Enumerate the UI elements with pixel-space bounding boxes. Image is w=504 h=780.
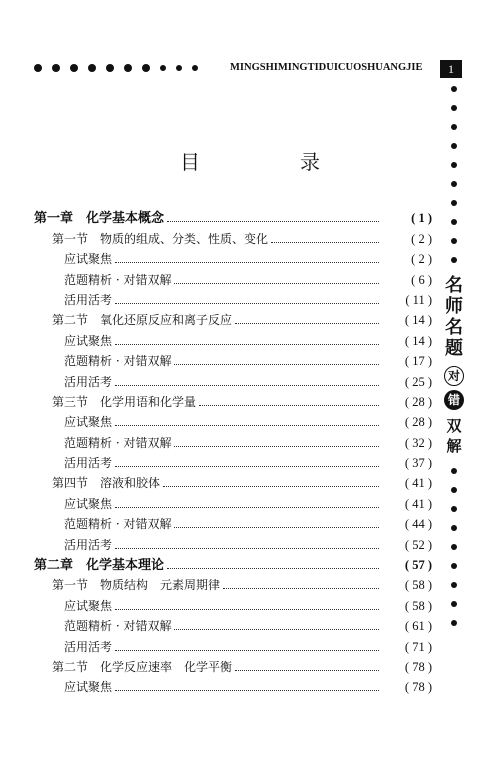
toc-entry-page: ( 58 ) bbox=[404, 578, 432, 593]
toc-entry-page: ( 6 ) bbox=[411, 272, 432, 287]
dot-leader bbox=[199, 405, 379, 406]
toc-item-row bbox=[34, 491, 432, 511]
toc-item-row bbox=[34, 593, 432, 613]
side-dot bbox=[451, 487, 457, 493]
toc-entry-label: 应试聚焦 bbox=[64, 598, 113, 613]
dot-leader bbox=[174, 364, 379, 365]
dot-leader bbox=[115, 650, 379, 651]
toc-section-row bbox=[34, 471, 432, 491]
toc-item-row bbox=[34, 349, 432, 369]
toc-entry-label: 活用活考 bbox=[64, 374, 113, 389]
toc-entry-page: ( 57 ) bbox=[404, 558, 432, 573]
toc-entry-label: 范题精析 · 对错双解 bbox=[64, 354, 172, 369]
side-dot bbox=[451, 162, 457, 168]
toc-entry-page: ( 58 ) bbox=[404, 598, 432, 613]
header-dot bbox=[34, 64, 42, 72]
header-series-text: MINGSHIMINGTIDUICUOSHUANGJIE bbox=[230, 62, 423, 73]
toc-item-row bbox=[34, 634, 432, 654]
toc-item-row bbox=[34, 512, 432, 532]
toc-entry-page: ( 44 ) bbox=[404, 517, 432, 532]
toc-entry-page: ( 14 ) bbox=[404, 313, 432, 328]
toc-section-row bbox=[34, 308, 432, 328]
toc-item-row bbox=[34, 410, 432, 430]
side-dot bbox=[451, 582, 457, 588]
dot-leader bbox=[115, 425, 379, 426]
side-dot bbox=[451, 468, 457, 474]
side-decoration bbox=[443, 80, 465, 680]
side-dot bbox=[451, 563, 457, 569]
side-char: 名 bbox=[445, 317, 463, 338]
toc-entry-label: 第二节 化学反应速率 化学平衡 bbox=[52, 659, 233, 674]
toc-item-row bbox=[34, 451, 432, 471]
dot-leader bbox=[235, 323, 379, 324]
side-dot bbox=[451, 238, 457, 244]
toc-section-row bbox=[34, 226, 432, 246]
toc-entry-label: 应试聚焦 bbox=[64, 415, 113, 430]
toc-entry-page: ( 71 ) bbox=[404, 639, 432, 654]
dot-leader bbox=[115, 262, 379, 263]
header-dot bbox=[70, 64, 78, 72]
toc-entry-page: ( 11 ) bbox=[405, 292, 432, 307]
header-dot bbox=[124, 64, 132, 72]
toc-entry-label: 活用活考 bbox=[64, 537, 113, 552]
side-dot bbox=[451, 181, 457, 187]
side-char: 题 bbox=[445, 338, 463, 359]
page-title: 目 录 bbox=[180, 150, 360, 174]
toc-entry-page: ( 41 ) bbox=[404, 476, 432, 491]
side-circle-outline: 对 bbox=[444, 366, 464, 386]
toc-entry-label: 范题精析 · 对错双解 bbox=[64, 272, 172, 287]
toc-entry-label: 应试聚焦 bbox=[64, 680, 113, 695]
toc-item-row bbox=[34, 614, 432, 634]
toc-entry-label: 应试聚焦 bbox=[64, 333, 113, 348]
dot-leader bbox=[115, 466, 379, 467]
header-dot bbox=[160, 65, 166, 71]
dot-leader bbox=[115, 609, 379, 610]
side-dot bbox=[451, 620, 457, 626]
dot-leader bbox=[167, 568, 379, 569]
toc-entry-page: ( 78 ) bbox=[404, 680, 432, 695]
toc-entry-label: 范题精析 · 对错双解 bbox=[64, 619, 172, 634]
side-dot bbox=[451, 525, 457, 531]
header-dot bbox=[106, 64, 114, 72]
toc-entry-page: ( 41 ) bbox=[404, 496, 432, 511]
dot-leader bbox=[115, 690, 379, 691]
toc-entry-page: ( 28 ) bbox=[404, 394, 432, 409]
side-dot bbox=[451, 601, 457, 607]
toc-item-row bbox=[34, 675, 432, 695]
side-char: 双 bbox=[446, 417, 462, 435]
header-dot bbox=[142, 64, 150, 72]
toc-entry-page: ( 2 ) bbox=[411, 231, 432, 246]
toc-entry-label: 第二章 化学基本理论 bbox=[34, 558, 165, 574]
toc-entry-label: 应试聚焦 bbox=[64, 252, 113, 267]
dot-leader bbox=[235, 670, 379, 671]
toc-entry-page: ( 1 ) bbox=[411, 211, 432, 226]
header-dot bbox=[176, 65, 182, 71]
toc-entry-page: ( 17 ) bbox=[404, 354, 432, 369]
toc-entry-page: ( 78 ) bbox=[404, 659, 432, 674]
toc-entry-page: ( 52 ) bbox=[404, 537, 432, 552]
dot-leader bbox=[174, 527, 379, 528]
toc-entry-label: 应试聚焦 bbox=[64, 496, 113, 511]
side-dot bbox=[451, 86, 457, 92]
side-dot bbox=[451, 219, 457, 225]
toc-section-row bbox=[34, 390, 432, 410]
side-dot bbox=[451, 124, 457, 130]
toc-item-row bbox=[34, 247, 432, 267]
toc-chapter-row bbox=[34, 553, 432, 573]
toc-chapter-row bbox=[34, 206, 432, 226]
toc-entry-label: 活用活考 bbox=[64, 292, 113, 307]
dot-leader bbox=[115, 344, 379, 345]
dot-leader bbox=[115, 548, 379, 549]
side-dot bbox=[451, 143, 457, 149]
toc-entry-label: 活用活考 bbox=[64, 456, 113, 471]
dot-leader bbox=[115, 385, 379, 386]
toc-entry-page: ( 2 ) bbox=[411, 252, 432, 267]
toc-item-row bbox=[34, 267, 432, 287]
header-dot bbox=[88, 64, 96, 72]
side-char: 解 bbox=[446, 437, 462, 455]
header-dots bbox=[34, 64, 198, 72]
toc-entry-page: ( 25 ) bbox=[404, 374, 432, 389]
header-dot bbox=[52, 64, 60, 72]
toc-entry-label: 范题精析 · 对错双解 bbox=[64, 435, 172, 450]
side-dot bbox=[451, 506, 457, 512]
side-char: 师 bbox=[445, 296, 463, 317]
toc-entry-label: 范题精析 · 对错双解 bbox=[64, 517, 172, 532]
toc-item-row bbox=[34, 288, 432, 308]
toc-entry-page: ( 28 ) bbox=[404, 415, 432, 430]
toc-entry-page: ( 61 ) bbox=[404, 619, 432, 634]
toc-entry-label: 第一章 化学基本概念 bbox=[34, 211, 165, 227]
toc-entry-label: 第四节 溶液和胶体 bbox=[52, 476, 161, 491]
table-of-contents bbox=[34, 206, 432, 695]
toc-section-row bbox=[34, 573, 432, 593]
dot-leader bbox=[163, 486, 379, 487]
dot-leader bbox=[174, 283, 379, 284]
dot-leader bbox=[115, 303, 379, 304]
toc-section-row bbox=[34, 655, 432, 675]
side-circle-filled: 错 bbox=[444, 390, 464, 410]
toc-item-row bbox=[34, 430, 432, 450]
page-number: 1 bbox=[440, 60, 462, 78]
side-char: 名 bbox=[445, 275, 463, 296]
toc-entry-page: ( 37 ) bbox=[404, 456, 432, 471]
toc-item-row bbox=[34, 328, 432, 348]
toc-entry-page: ( 14 ) bbox=[404, 333, 432, 348]
toc-entry-label: 第三节 化学用语和化学量 bbox=[52, 394, 197, 409]
toc-entry-label: 第一节 物质的组成、分类、性质、变化 bbox=[52, 231, 269, 246]
dot-leader bbox=[174, 446, 379, 447]
side-dot bbox=[451, 200, 457, 206]
toc-item-row bbox=[34, 532, 432, 552]
dot-leader bbox=[115, 507, 379, 508]
toc-entry-page: ( 32 ) bbox=[404, 435, 432, 450]
dot-leader bbox=[167, 221, 379, 222]
dot-leader bbox=[271, 242, 379, 243]
toc-entry-label: 第一节 物质结构 元素周期律 bbox=[52, 578, 221, 593]
toc-entry-label: 第二节 氧化还原反应和离子反应 bbox=[52, 313, 233, 328]
side-dot bbox=[451, 544, 457, 550]
header-dot bbox=[192, 65, 198, 71]
side-dot bbox=[451, 105, 457, 111]
toc-entry-label: 活用活考 bbox=[64, 639, 113, 654]
dot-leader bbox=[174, 629, 379, 630]
side-dot bbox=[451, 257, 457, 263]
dot-leader bbox=[223, 588, 379, 589]
toc-item-row bbox=[34, 369, 432, 389]
running-header bbox=[34, 62, 430, 76]
